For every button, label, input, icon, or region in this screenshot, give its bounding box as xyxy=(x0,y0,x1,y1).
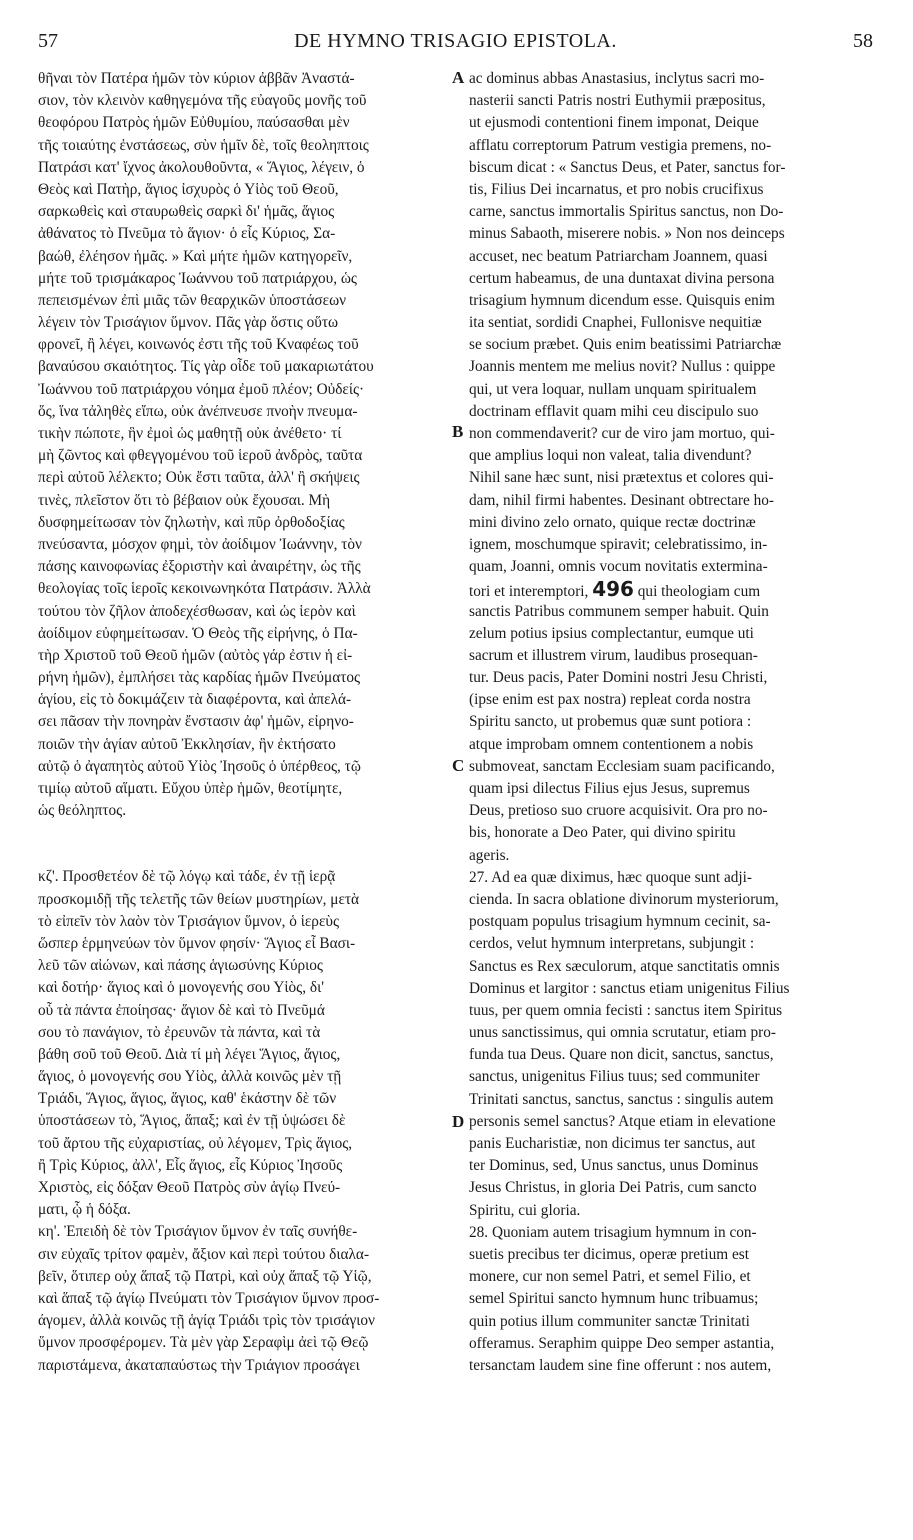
latin-text-line: ignem, moschumque spiravit; celebratissimo, in- xyxy=(469,535,768,553)
latin-text-line: dam, nihil firmi habentes. Desinant obtrectare ho- xyxy=(469,491,774,509)
latin-text-line: quin potius illum communiter sanctæ Trinitati xyxy=(469,1312,750,1330)
latin-text-line: 28. Quoniam autem trisagium hymnum in con- xyxy=(469,1223,757,1241)
greek-text-line: σου τὸ πανάγιον, τὸ ἐρευνῶν τὰ πάντα, καὶ τὰ xyxy=(38,1023,321,1041)
greek-text-line: λεῦ τῶν αἰώνων, καὶ πάσης ἁγιωσύνης Κύριος xyxy=(38,957,323,975)
latin-column xyxy=(469,68,877,1377)
greek-text-line: περὶ αὐτοῦ λέλεκτο; Οὐκ ἔστι ταῦτα, ἀλλ' ἢ σκήψεις xyxy=(38,469,360,487)
greek-text-line: τούτου τὸν ζῆλον ἀποδεχέσθωσαν, καὶ ὡς ἱερὸν καὶ xyxy=(38,602,356,620)
greek-text-line: μήτε τοῦ τρισμάκαρος Ἰωάννου τοῦ πατριάρχου, ὡς xyxy=(38,269,357,287)
greek-text-line: οὗ τὰ πάντα ἐποίησας· ἅγιον δὲ καὶ τὸ Πνεῦμά xyxy=(38,1001,325,1019)
column-number: 496 xyxy=(592,578,634,601)
paragraph-gap xyxy=(38,844,457,866)
page-number-left: 57 xyxy=(38,30,58,52)
latin-text-line: atque improbam omnem contentionem a nobis xyxy=(469,735,754,753)
latin-text-line: non commendaverit? cur de viro jam mortuo, qui- xyxy=(469,425,775,442)
latin-text-line: tuus, per quem omnia fecisti : sanctus item Spiritus xyxy=(469,1001,783,1019)
page-number-right: 58 xyxy=(853,30,873,52)
latin-text-line: panis Eucharistiæ, non dicimus ter sanctus, aut xyxy=(469,1135,756,1152)
greek-text-line: ὑποστάσεων τὸ, Ἅγιος, ἅπαξ; καὶ ἐν τῇ ὑψώσει δὲ xyxy=(38,1112,346,1130)
greek-text-line: ἁγίου, εἰς τὸ δοκιμάζειν τὰ διαφέροντα, καὶ ἀπελά- xyxy=(38,691,352,709)
greek-text-line: θῆναι τὸν Πατέρα ἡμῶν τὸν κύριον ἀββᾶν Ἀναστά- xyxy=(38,70,355,87)
latin-text-fragment: qui theologiam cum xyxy=(637,583,761,601)
latin-text-line: bis, honorate a Deo Pater, qui divino spiritu xyxy=(469,824,736,842)
greek-text-line: τοῦ ἄρτου τῆς εὐχαριστίας, οὐ λέγομεν, Τρὶς ἅγιος, xyxy=(38,1134,353,1152)
latin-text-line: que amplius loqui non valeat, talia divendunt? xyxy=(469,447,752,465)
greek-text-line: βαώθ, ἐλέησον ἡμᾶς. » Καὶ μήτε ἡμῶν κατηγορεῖν, xyxy=(38,247,353,265)
greek-text-line: καὶ ἅπαξ τῷ ἁγίῳ Πνεύματι τὸν Τρισάγιον ὕμνον προσ- xyxy=(38,1289,380,1307)
greek-text-line: Πατράσι κατ' ἴχνος ἀκολουθοῦντα, « Ἅγιος, λέγειν, ὁ xyxy=(38,158,365,176)
latin-text-line: semel Spiritui sancto hymnum hunc tribuamus; xyxy=(469,1290,759,1308)
latin-text-line: doctrinam efflavit quam mihi ceu discipulo suo xyxy=(469,402,759,420)
latin-text-line: sacrum et illustrem virum, laudibus prosequan- xyxy=(469,646,758,664)
greek-text-line: τινὲς, πλεῖστον ὅτι τὸ βέβαιον οὐκ ἔχουσαι. Μὴ xyxy=(38,491,331,509)
latin-text-line: 27. Ad ea quæ diximus, hæc quoque sunt adji- xyxy=(469,868,752,886)
greek-text-line: πάσης καινοφωνίας ἐξοριστὴν καὶ ἀναιρέτην, ὡς τῆς xyxy=(38,558,361,576)
latin-text-line: zelum potius ipsius complectantur, eumque uti xyxy=(469,624,754,642)
greek-text-line: βαναύσου σκαιότητος. Τίς γὰρ οἶδε τοῦ μακαριωτάτου xyxy=(38,358,374,376)
greek-text-line: τὴρ Χριστοῦ τοῦ Θεοῦ ἡμῶν (αὐτὸς γάρ ἐστιν ἡ εἰ- xyxy=(38,646,353,664)
greek-text-line: κη'. Ἐπειδὴ δὲ τὸν Τρισάγιον ὕμνον ἐν ταῖς συνήθε- xyxy=(38,1223,358,1241)
latin-text-line: Trinitati sanctus, sanctus, sanctus : singulis autem xyxy=(469,1090,774,1108)
latin-text-line: certum habeamus, de una duntaxat divina persona xyxy=(469,269,775,287)
latin-text-line: quam, Joanni, omnis vocum novitatis extermina- xyxy=(469,558,768,576)
latin-text-line: biscum dicat : « Sanctus Deus, et Pater, sanctus for- xyxy=(469,158,786,176)
greek-text-line: ποιῶν τὴν ἁγίαν αὐτοῦ Ἐκκλησίαν, ἣν ἐκτήσατο xyxy=(38,735,336,753)
greek-text-line: Τριάδι, Ἅγιος, ἅγιος, ἅγιος, καθ' ἑκάστην δὲ τῶν xyxy=(38,1090,337,1108)
latin-text-line-with-column-number xyxy=(469,578,877,600)
greek-text-line: ὅς, ἵνα τἀληθὲς εἴπω, οὐκ ἀνέπνευσε πνοὴν πνευμα- xyxy=(38,402,358,420)
latin-text-line: cerdos, velut hymnum interpretans, subjungit : xyxy=(469,935,755,953)
latin-text-line: se socium præbet. Quis enim beatissimi Patriarchæ xyxy=(469,336,782,354)
greek-text-line: Ἰωάννου τοῦ πατριάρχου νόημα ἐμοῦ πλέον; Οὐδείς· xyxy=(38,380,365,398)
greek-text-line: ἅγιος, ὁ μονογενής σου Υἱὸς, ἀλλὰ κοινῶς μὲν τῇ xyxy=(38,1068,342,1086)
latin-text-line: Jesus Christus, in gloria Dei Patris, cum sancto xyxy=(469,1179,757,1197)
greek-text-line: Θεὸς καὶ Πατὴρ, ἅγιος ἰσχυρὸς ὁ Υἱὸς τοῦ Θεοῦ, xyxy=(38,180,339,198)
greek-text-line: σιον, τὸν κλεινὸν καθηγεμόνα τῆς εὐαγοῦς μονῆς τοῦ xyxy=(38,92,367,110)
greek-text-line: ἀοίδιμον εὐφημείτωσαν. Ὁ Θεὸς τῆς εἰρήνης, ὁ Πα- xyxy=(38,624,358,642)
latin-text-line: Spiritu sancto, ut probemus quæ sunt potiora : xyxy=(469,713,752,731)
latin-text-line: trisagium hymnum dicendum esse. Quisquis enim xyxy=(469,291,775,309)
latin-text-line: ageris. xyxy=(469,846,510,864)
greek-text-line: φρονεῖ, ἢ λέγει, κοινωνός ἐστι τῆς τοῦ Κναφέως τοῦ xyxy=(38,336,359,354)
greek-text-line: τῆς τοιαύτης ἐνστάσεως, σὺν ἡμῖν δὲ, τοῖς θεοληπτοις xyxy=(38,136,369,154)
greek-text-line: πεπεισμένων ἐπὶ μιᾶς τῶν θεαρχικῶν ὑποστάσεων xyxy=(38,291,347,309)
latin-text-line: tur. Deus pacis, Pater Domini nostri Jesu Christi, xyxy=(469,669,768,687)
latin-text-line: accuset, nec beatum Patriarcham Joannem, quasi xyxy=(469,247,768,265)
latin-text-line: ut ejusmodi contentioni finem imponat, Deique xyxy=(469,114,759,132)
margin-marker-a: A xyxy=(452,68,465,87)
greek-text-line: βάθη σοῦ τοῦ Θεοῦ. Διὰ τί μὴ λέγει Ἅγιος, ἅγιος, xyxy=(38,1045,341,1063)
latin-text-line: unus sanctissimus, qui omnia scrutatur, etiam pro- xyxy=(469,1024,776,1042)
latin-text-line: submoveat, sanctam Ecclesiam suam pacificando, xyxy=(469,757,775,775)
greek-text-line: βεῖν, ὅτιπερ οὐχ ἅπαξ τῷ Πατρὶ, καὶ οὐχ ἅπαξ τῷ Υἱῷ, xyxy=(38,1267,372,1285)
greek-text-line: τικὴν πώποτε, ἣν ἐμοὶ ὡς μαθητῇ οὐκ ἀνέθετο· τί xyxy=(38,425,342,442)
greek-text-line: ρήνη ἡμῶν), ἐμπλήσει τὰς καρδίας ἡμῶν Πνεύματος xyxy=(38,669,361,687)
paragraph-gap xyxy=(38,822,457,844)
greek-text-line: ματι, ᾧ ἡ δόξα. xyxy=(38,1201,131,1219)
running-title: DE HYMNO TRISAGIO EPISTOLA. xyxy=(294,30,617,52)
latin-text-line: ter Dominus, sed, Unus sanctus, unus Dominus xyxy=(469,1157,759,1175)
latin-text-line: Nihil sane hæc sunt, nisi prætextus et colores qui- xyxy=(469,469,774,487)
greek-text-line: κζ'. Προσθετέον δὲ τῷ λόγῳ καὶ τάδε, ἐν τῇ ἱερᾷ xyxy=(38,868,336,886)
greek-text-line: σαρκωθεὶς καὶ σταυρωθεὶς σαρκὶ δι' ἡμᾶς, ἅγιος xyxy=(38,203,335,221)
greek-text-line: ἢ Τρὶς Κύριος, ἀλλ', Εἷς ἅγιος, εἷς Κύριος Ἰησοῦς xyxy=(38,1156,343,1174)
latin-text-line: sanctis Patribus communem semper habuit. Quin xyxy=(469,602,769,620)
latin-text-line: suetis precibus ter dicimus, operæ pretium est xyxy=(469,1245,749,1263)
latin-text-line: ita sentiat, sordidi Cnaphei, Fullonisve nequitiæ xyxy=(469,314,762,332)
latin-text-line: qui, ut vera loquar, nullam unquam spiritualem xyxy=(469,380,757,398)
greek-text-line: ὕμνον προσφέρομεν. Τὰ μὲν γὰρ Σεραφὶμ ἀεὶ τῷ Θεῷ xyxy=(38,1334,369,1352)
greek-text-line: καὶ δοτήρ· ἅγιος καὶ ὁ μονογενής σου Υἱὸς, δι' xyxy=(38,979,324,997)
latin-text-line: personis semel sanctus? Atque etiam in elevatione xyxy=(469,1112,776,1130)
greek-text-line: ἀθάνατος τὸ Πνεῦμα τὸ ἅγιον· ὁ εἷς Κύριος, Σα- xyxy=(38,225,336,243)
greek-text-line: λέγειν τὸν Τρισάγιον ὕμνον. Πᾶς γὰρ ὅστις οὕτω xyxy=(38,314,339,332)
greek-text-line: μὴ ζῶντος καὶ φθεγγομένου τοῦ ἱεροῦ ἀνδρὸς, ταῦτα xyxy=(38,447,363,465)
greek-text-line: σει πᾶσαν τὴν πονηρὰν ἔνστασιν ἀφ' ἡμῶν, εἰρηνο- xyxy=(38,713,354,731)
latin-text-line: postquam populus trisagium hymnum cecinit, sa- xyxy=(469,913,771,931)
latin-text-line: cienda. In sacra oblatione divinorum mysteriorum, xyxy=(469,890,779,908)
latin-text-line: mini divino zelo ornato, quique rectæ doctrinæ xyxy=(469,513,756,531)
greek-text-line: παριστάμενα, ἀκαταπαύστως τὴν Τριάγιον προσάγει xyxy=(38,1356,360,1374)
latin-text-line: minus Sabaoth, miserere nobis. » Non nos deinceps xyxy=(469,225,785,243)
latin-text-line: tersanctam laudem sine fine offerunt : nos autem, xyxy=(469,1356,772,1374)
latin-text-line: Dominus et largitor : sanctus etiam unigenitus Filius xyxy=(469,979,790,997)
greek-text-line: τὸ εἰπεῖν τὸν λαὸν τὸν Τρισάγιον ὕμνον, ὁ ἱερεὺς xyxy=(38,912,340,930)
greek-text-line: πνεύσαντα, μόσχον φημὶ, τὸν ἀοίδιμον Ἰωάννην, τὸν xyxy=(38,535,362,553)
latin-text-line: ac dominus abbas Anastasius, inclytus sacri mo- xyxy=(469,70,765,87)
latin-text-line: tis, Filius Dei incarnatus, et pro nobis crucifixus xyxy=(469,180,764,198)
page-header xyxy=(38,30,873,60)
latin-text-line: Deus, pretioso suo cruore acquisivit. Ora pro no- xyxy=(469,802,768,820)
greek-text-line: τιμίῳ αὐτοῦ αἵματι. Εὔχου ὑπὲρ ἡμῶν, θεοτίμητε, xyxy=(38,780,343,797)
latin-text-line: (ipse enim est pax nostra) repleat corda nostra xyxy=(469,691,751,709)
greek-text-line: ὥσπερ ἑρμηνεύων τὸν ὕμνον φησίν· Ἅγιος εἶ Βασι- xyxy=(38,934,356,952)
greek-text-line: προσκομιδῇ τῆς τελετῆς τῶν θείων μυστηρίων, μετὰ xyxy=(38,890,360,908)
latin-text-fragment: tori et interemptori, xyxy=(469,583,589,601)
latin-text-line: afflatu correptorum Patrum vestigia premens, no- xyxy=(469,136,772,154)
margin-marker-b: B xyxy=(452,422,464,441)
latin-text-line: carne, sanctus immortalis Spiritus sanctus, non Do- xyxy=(469,203,784,221)
latin-text-line: offeramus. Seraphim quippe Deo semper astantia, xyxy=(469,1334,775,1352)
latin-text-line: funda tua Deus. Quare non dicit, sanctus, sanctus, xyxy=(469,1046,774,1064)
greek-column xyxy=(38,68,457,1377)
greek-text-line: δυσφημείτωσαν τὸν ζηλωτὴν, καὶ πῦρ ὀρθοδοξίας xyxy=(38,513,345,531)
greek-text-line: θεολογίας τοῖς ἱεροῖς κεκοινωνηκότα Πατράσιν. Ἀλλὰ xyxy=(38,580,371,598)
greek-text-line: θεοφόρου Πατρὸς ἡμῶν Εὐθυμίου, παύσασθαι μὲν xyxy=(38,114,350,132)
latin-text-line: quam ipsi dilectus Filius ejus Jesus, supremus xyxy=(469,780,750,797)
greek-text-line: αὐτῷ ὁ ἀγαπητὸς αὐτοῦ Υἱὸς Ἰησοῦς ὁ ὑπέρθεος, τῷ xyxy=(38,757,361,775)
latin-text-line: sanctus, unigenitus Filius tuus; sed communiter xyxy=(469,1068,760,1086)
greek-text-line: σιν εὐχαῖς τρίτον φαμὲν, ἄξιον καὶ περὶ τούτου διαλα- xyxy=(38,1245,370,1263)
greek-text-line: ὡς θεόληπτος. xyxy=(38,802,127,820)
margin-marker-c: C xyxy=(452,756,465,775)
margin-marker-d: D xyxy=(452,1112,465,1131)
latin-text-line: monere, cur non semel Patri, et semel Filio, et xyxy=(469,1268,751,1286)
latin-text-line: Sanctus es Rex sæculorum, atque sanctitatis omnis xyxy=(469,957,780,975)
greek-text-line: άγομεν, ἀλλὰ κοινῶς τῇ ἁγίᾳ Τριάδι τρὶς τὸν τρισάγιον xyxy=(38,1312,375,1330)
latin-text-line: Joannis mentem me melius novit? Nullus : quippe xyxy=(469,358,776,376)
greek-text-line: Χριστὸς, εἰς δόξαν Θεοῦ Πατρὸς σὺν ἁγίῳ Πνεύ- xyxy=(38,1179,341,1196)
latin-text-line: nasterii sancti Patris nostri Euthymii præpositus, xyxy=(469,92,766,110)
latin-text-line: Spiritu, cui gloria. xyxy=(469,1201,581,1219)
